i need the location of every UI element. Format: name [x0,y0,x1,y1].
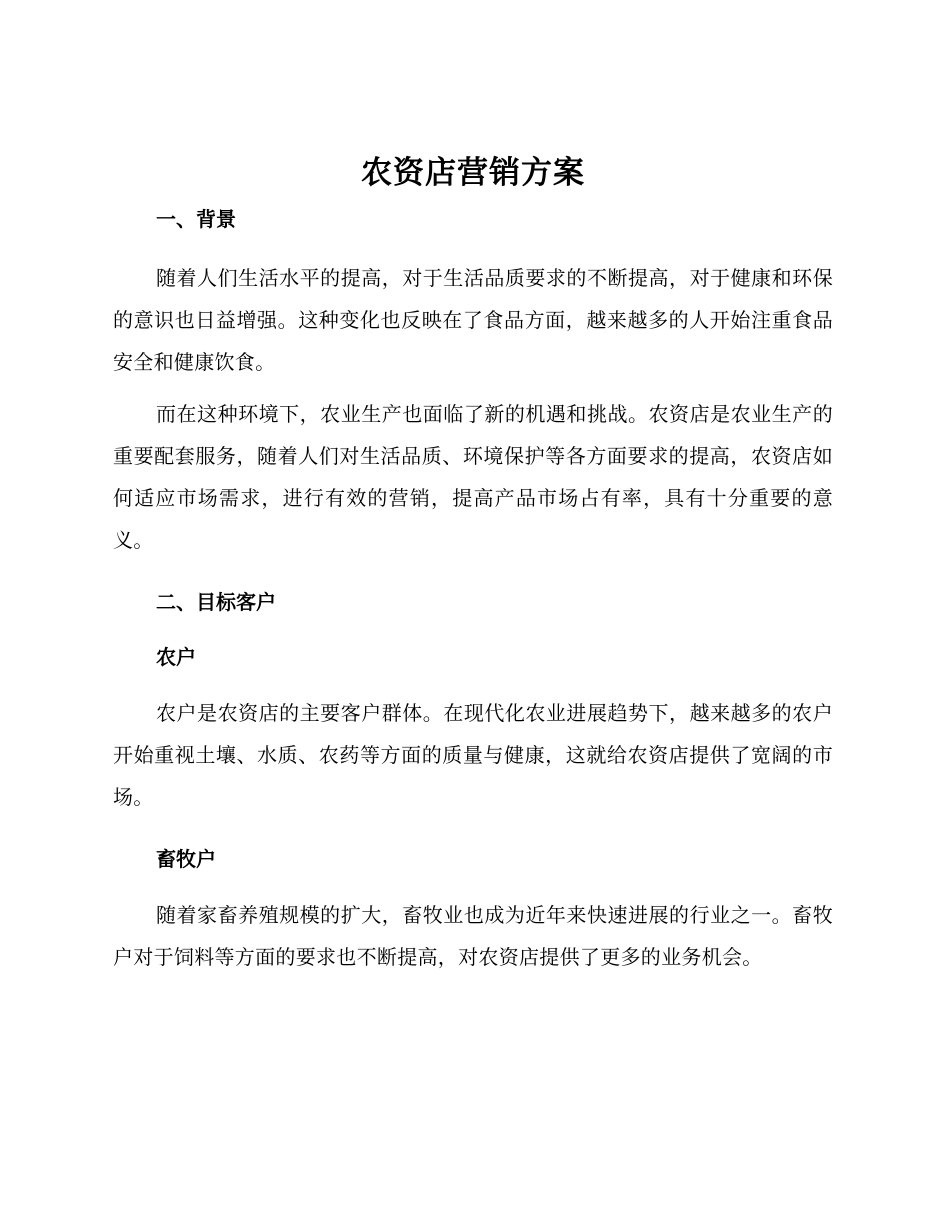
paragraph: 农户是农资店的主要客户群体。在现代化农业进展趋势下，越来越多的农户开始重视土壤、水质、农药等方面的质量与健康，这就给农资店提供了宽阔的市场。 [113,701,833,809]
paragraph: 随着家畜养殖规模的扩大，畜牧业也成为近年来快速进展的行业之一。畜牧户对于饲料等方面的要求也不断提高，对农资店提供了更多的业务机会。 [113,903,833,969]
paragraph: 随着人们生活水平的提高，对于生活品质要求的不断提高，对于健康和环保的意识也日益增强。这种变化也反映在了食品方面，越来越多的人开始注重食品安全和健康饮食。 [113,266,833,374]
paragraph: 而在这种环境下，农业生产也面临了新的机遇和挑战。农资店是农业生产的重要配套服务，随着人们对生活品质、环境保护等各方面要求的提高，农资店如何适应市场需求，进行有效的营销，提高产品市场占有率，具有十分重要的意义。 [113,402,833,552]
subsection-heading-herders: 畜牧户 [156,847,216,871]
document-body [113,150,833,978]
subsection-heading-farmers: 农户 [156,645,196,669]
section-heading-background: 一、背景 [156,207,236,231]
section-heading-target-customers: 二、目标客户 [156,590,276,614]
document-title: 农资店营销方案 [361,155,585,191]
